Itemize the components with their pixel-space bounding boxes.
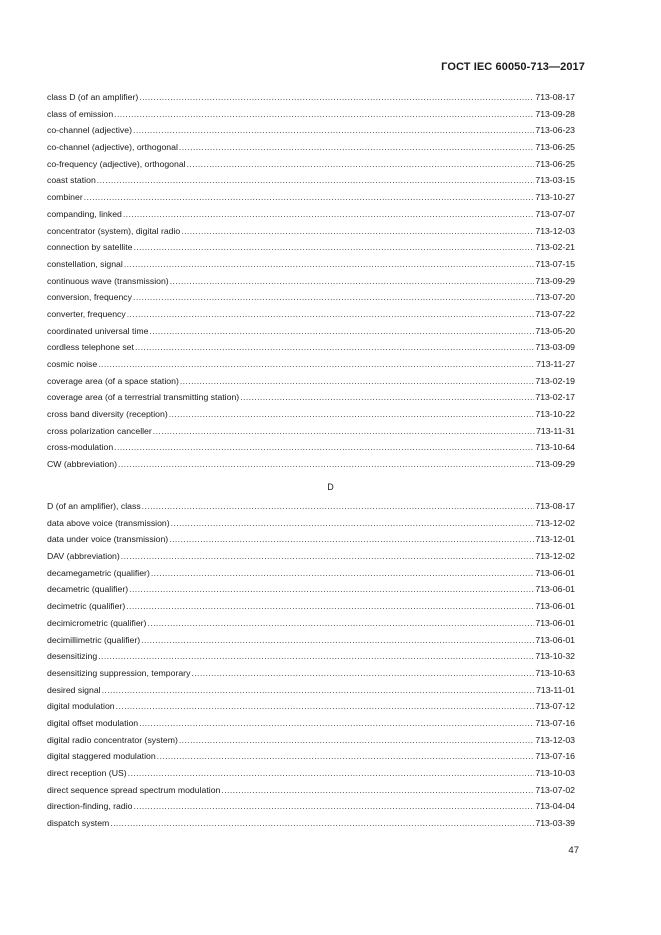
index-entry [47,765,575,782]
document-header: ГОСТ IEC 60050-713—2017 [441,61,585,73]
index-code: 713-09-29 [535,459,575,470]
index-code: 713-06-01 [535,584,575,595]
index-entry [47,89,575,106]
index-entry [47,648,575,665]
index-code: 713-07-22 [535,308,575,319]
index-entry [47,389,575,406]
dot-leader [181,223,534,240]
index-entry [47,581,575,598]
dot-leader [98,356,535,373]
index-term: converter, frequency [47,308,126,319]
dot-leader [133,798,534,815]
index-term: cross band diversity (reception) [47,409,168,420]
dot-leader [139,715,534,732]
dot-leader [102,682,535,699]
index-entry [47,548,575,565]
index-term: decametric (qualifier) [47,584,129,595]
dot-leader [116,698,535,715]
dot-leader [126,598,534,615]
index-term: dispatch system [47,818,110,829]
index-entry [47,423,575,440]
index-entry [47,565,575,582]
index-term: coordinated universal time [47,325,149,336]
dot-leader [139,89,534,106]
index-term: digital radio concentrator (system) [47,734,178,745]
index-term: companding, linked [47,208,122,219]
dot-leader [84,189,535,206]
index-entry [47,223,575,240]
index-code: 713-12-02 [535,551,575,562]
index-entry [47,323,575,340]
index-code: 713-03-09 [535,342,575,353]
index-code: 713-11-01 [536,684,575,695]
index-term: co-channel (adjective) [47,125,132,136]
index-entry [47,106,575,123]
index-code: 713-12-03 [535,734,575,745]
index-entry [47,406,575,423]
index-entry [47,698,575,715]
dot-leader [221,782,534,799]
index-term: decimetric (qualifier) [47,601,126,612]
index-code: 713-06-01 [535,601,575,612]
index-term: cordless telephone set [47,342,134,353]
dot-leader [169,406,535,423]
index-entry [47,356,575,373]
index-term: co-frequency (adjective), orthogonal [47,158,186,169]
index-code: 713-09-29 [535,275,575,286]
index-entry [47,306,575,323]
index-entry [47,632,575,649]
dot-leader [191,665,534,682]
dot-leader [114,106,534,123]
index-code: 713-12-01 [535,534,575,545]
index-term: desired signal [47,684,101,695]
index-code: 713-02-19 [535,375,575,386]
index-term: constellation, signal [47,258,123,269]
index-term: co-channel (adjective), orthogonal [47,142,178,153]
dot-leader [133,289,534,306]
dot-leader [141,632,534,649]
dot-leader [133,122,534,139]
index-code: 713-09-28 [535,108,575,119]
index-code: 713-05-20 [535,325,575,336]
index-entry [47,206,575,223]
dot-leader [121,548,535,565]
index-code: 713-07-16 [535,751,575,762]
index-entry [47,256,575,273]
index-entry [47,289,575,306]
index-term: CW (abbreviation) [47,459,118,470]
index-entry [47,156,575,173]
index-code: 713-10-63 [535,667,575,678]
index-term: desensitizing [47,651,98,662]
index-term: coverage area (of a space station) [47,375,179,386]
index-entry [47,682,575,699]
dot-leader [151,565,535,582]
index-entry [47,782,575,799]
index-term: conversion, frequency [47,292,132,303]
dot-leader [170,273,535,290]
dot-leader [124,256,535,273]
index-entry [47,615,575,632]
index-term: class of emission [47,108,114,119]
index-code: 713-06-23 [535,125,575,136]
index-entry [47,139,575,156]
index-code: 713-06-25 [535,142,575,153]
index-code: 713-07-15 [535,258,575,269]
index-code: 713-07-20 [535,292,575,303]
index-entry [47,732,575,749]
index-code: 713-06-01 [535,567,575,578]
index-entry [47,715,575,732]
dot-leader [180,373,535,390]
index-term: digital staggered modulation [47,751,156,762]
dot-leader [114,439,534,456]
index-term: digital offset modulation [47,717,139,728]
dot-leader [149,323,534,340]
index-entry [47,598,575,615]
index-code: 713-07-16 [535,717,575,728]
index-term: continuous wave (transmission) [47,275,169,286]
index-code: 713-10-32 [535,651,575,662]
index-code: 713-06-01 [535,634,575,645]
index-code: 713-06-25 [535,158,575,169]
dot-leader [179,139,535,156]
dot-leader [110,815,534,832]
index-term: coverage area (of a terrestrial transmitting station) [47,392,240,403]
index-term: cosmic noise [47,359,98,369]
index-entry [47,748,575,765]
index-term: class D (of an amplifier) [47,92,139,102]
dot-leader [135,339,534,356]
index-term: direction-finding, radio [47,801,133,812]
index-code: 713-08-17 [535,92,575,102]
index-code: 713-03-15 [535,175,575,186]
index-section-d [47,498,575,832]
dot-leader [142,498,535,515]
index-entry [47,665,575,682]
index-code: 713-08-17 [535,501,575,511]
index-term: direct reception (US) [47,768,127,778]
index-entry [47,815,575,832]
index-term: cross polarization canceller [47,425,152,436]
dot-leader [157,748,535,765]
dot-leader [98,648,534,665]
index-term: D (of an amplifier), class [47,501,141,511]
dot-leader [240,389,534,406]
dot-leader [129,581,534,598]
index-term: data above voice (transmission) [47,517,170,528]
index-code: 713-04-04 [535,801,575,812]
index-code: 713-12-03 [535,225,575,236]
index-entry [47,498,575,515]
dot-leader [128,765,535,782]
index-term: decimicrometric (qualifier) [47,617,147,628]
index-code: 713-07-07 [535,208,575,219]
index-entry [47,339,575,356]
index-term: decamegametric (qualifier) [47,567,150,578]
index-term: coast station [47,175,96,186]
index-entry [47,172,575,189]
dot-leader [171,515,535,532]
index-term: cross-modulation [47,442,114,453]
index-code: 713-10-22 [535,409,575,420]
index-entry [47,122,575,139]
dot-leader [127,306,535,323]
index-code: 713-10-64 [535,442,575,453]
dot-leader [147,615,534,632]
index-entry [47,515,575,532]
index-term: decimillimetric (qualifier) [47,634,141,645]
index-code: 713-11-27 [536,359,575,369]
index-code: 713-11-31 [536,425,575,436]
index-entry [47,456,575,473]
index-entry [47,531,575,548]
dot-leader [153,423,535,440]
index-code: 713-07-12 [535,701,575,712]
dot-leader [133,239,534,256]
index-code: 713-10-27 [535,192,575,203]
index-term: data under voice (transmission) [47,534,169,545]
dot-leader [187,156,535,173]
index-entry [47,189,575,206]
index-term: combiner [47,192,83,203]
index-code: 713-02-21 [535,242,575,253]
index-entry [47,373,575,390]
index-term: connection by satellite [47,242,133,253]
index-entry [47,273,575,290]
index-term: DAV (abbreviation) [47,551,120,562]
index-code: 713-03-39 [535,818,575,829]
dot-leader [179,732,535,749]
index-term: digital modulation [47,701,115,712]
index-term: direct sequence spread spectrum modulation [47,784,221,795]
index-entry [47,439,575,456]
index-entry [47,798,575,815]
index-code: 713-12-02 [535,517,575,528]
page-number: 47 [568,845,579,856]
dot-leader [169,531,534,548]
index-code: 713-06-01 [535,617,575,628]
index-code: 713-02-17 [535,392,575,403]
index-term: concentrator (system), digital radio [47,225,181,236]
index-code: 713-07-02 [535,784,575,795]
dot-leader [118,456,534,473]
section-letter-d: D [327,482,334,492]
index-entry [47,239,575,256]
index-section-c [47,89,575,473]
dot-leader [97,172,535,189]
index-term: desensitizing suppression, temporary [47,667,191,678]
index-code: 713-10-03 [535,768,575,778]
dot-leader [123,206,535,223]
